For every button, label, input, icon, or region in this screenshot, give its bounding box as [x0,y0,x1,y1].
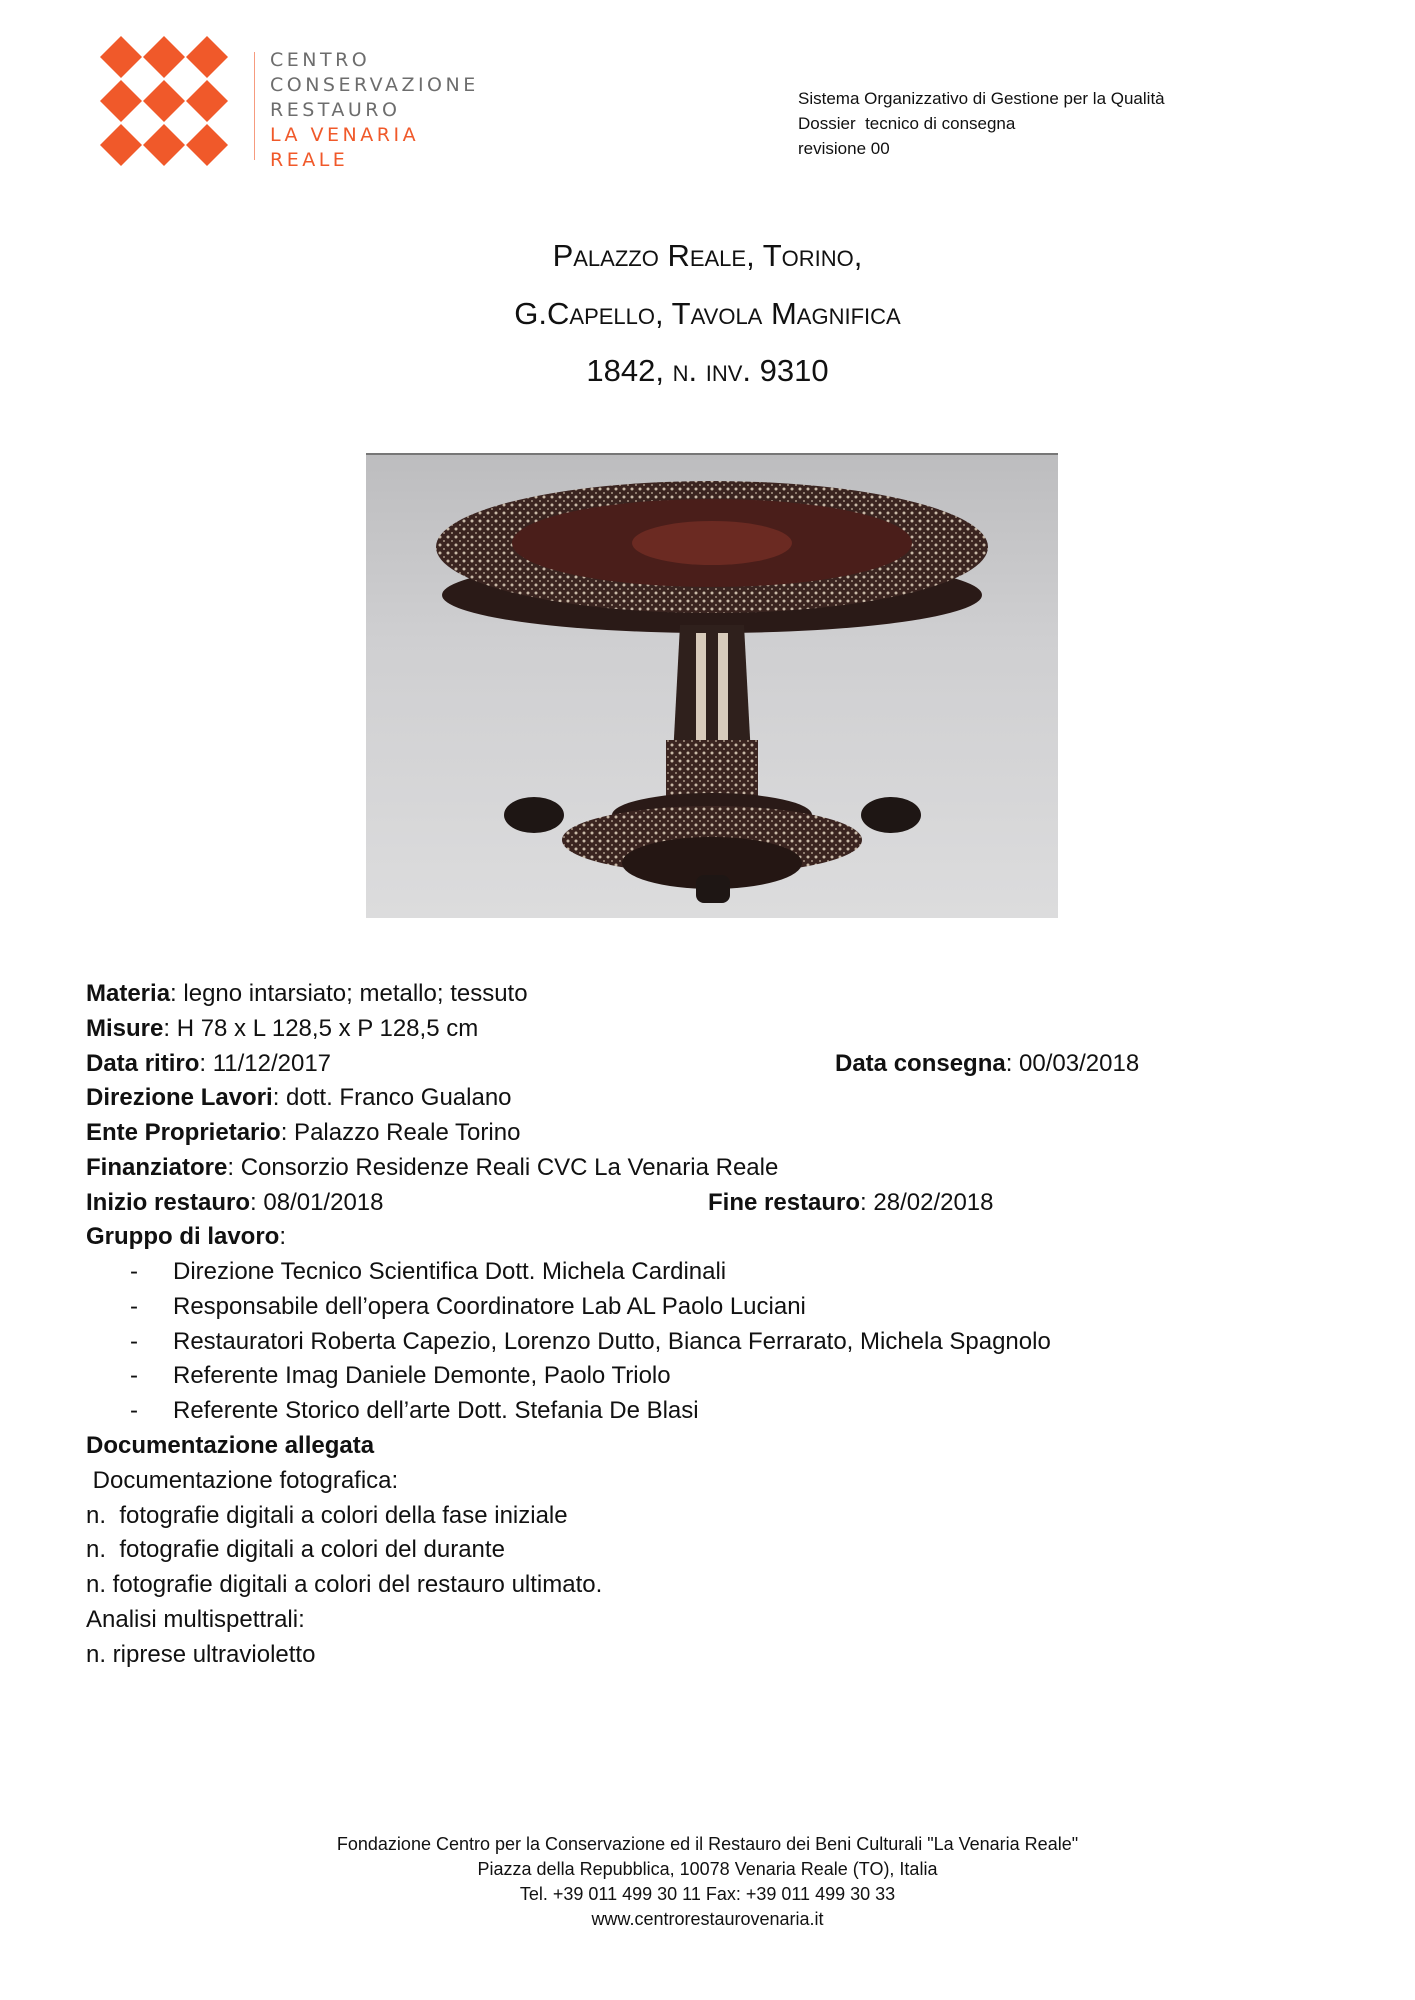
field-value: : H 78 x L 128,5 x P 128,5 cm [163,1015,479,1042]
footer-website[interactable]: www.centrorestaurovenaria.it [591,1909,824,1929]
artwork-photo [366,453,1058,918]
field-label: Finanziatore [86,1154,228,1181]
field-inizio-restauro [86,1189,383,1217]
documentation-line: n. fotografie digitali a colori del restauro ultimato. [86,1571,603,1598]
logo [100,36,500,171]
documentation-line: n. fotografie digitali a colori della fase iniziale [86,1502,568,1529]
footer-phone: Tel. +39 011 499 30 11 Fax: +39 011 499 30 33 [519,1884,896,1904]
field-label: Gruppo di lavoro [86,1223,280,1250]
logo-line: RESTAURO [270,99,401,121]
field-materia [86,980,528,1008]
field-direzione-lavori [86,1084,512,1112]
field-misure [86,1015,478,1043]
header-dossier: Dossier tecnico di consegna [798,114,1016,133]
bullet-dash: - [130,1293,138,1320]
field-label: Inizio restauro [86,1189,251,1216]
title-line-2: G.Capello, Tavola Magnifica [514,296,901,331]
field-value: : 11/12/2017 [199,1050,332,1077]
title-line-3: 1842, n. inv. 9310 [586,353,829,388]
footer-address: Piazza della Repubblica, 10078 Venaria Reale (TO), Italia [477,1859,938,1879]
field-value: : legno intarsiato; metallo; tessuto [170,980,528,1007]
field-label: Fine restauro [708,1189,861,1216]
field-label: Ente Proprietario [86,1119,281,1146]
field-fine-restauro [708,1189,994,1217]
team-item: Responsabile dell’opera Coordinatore Lab AL Paolo Luciani [173,1293,806,1320]
field-label: Misure [86,1015,164,1042]
field-data-consegna [835,1050,1139,1078]
team-item: Restauratori Roberta Capezio, Lorenzo Dutto, Bianca Ferrarato, Michela Spagnolo [173,1328,1051,1355]
documentation-heading: Documentazione allegata [86,1432,375,1459]
field-value: : 08/01/2018 [250,1189,384,1216]
bullet-dash: - [130,1328,138,1355]
documentation-line: Documentazione fotografica: [86,1467,399,1494]
team-item: Referente Storico dell’arte Dott. Stefania De Blasi [173,1397,699,1424]
document-header [798,86,1165,161]
field-label: Materia [86,980,171,1007]
field-label: Data consegna [835,1050,1006,1077]
field-value: : 00/03/2018 [1005,1050,1140,1077]
documentation-line: n. fotografie digitali a colori del durante [86,1536,505,1563]
team-item: Direzione Tecnico Scientifica Dott. Michela Cardinali [173,1258,727,1285]
logo-line: CONSERVAZIONE [270,74,479,96]
logo-line: CENTRO [270,49,371,71]
field-data-ritiro [86,1050,331,1078]
field-value: : dott. Franco Gualano [272,1084,512,1111]
field-value: : [279,1223,287,1250]
documentation-line: n. riprese ultravioletto [86,1641,316,1668]
header-revision: revisione 00 [798,139,890,158]
bullet-dash: - [130,1258,138,1285]
logo-divider [254,52,255,160]
logo-line: LA VENARIA REALE [270,124,420,171]
field-finanziatore [86,1154,778,1182]
header-system: Sistema Organizzativo di Gestione per la Qualità [798,89,1165,108]
field-label: Data ritiro [86,1050,200,1077]
bullet-dash: - [130,1397,138,1424]
table-illustration [366,455,1058,918]
team-item: Referente Imag Daniele Demonte, Paolo Triolo [173,1362,671,1389]
field-label: Direzione Lavori [86,1084,273,1111]
documentation-line: Analisi multispettrali: [86,1606,305,1633]
field-value: : Consorzio Residenze Reali CVC La Venaria Reale [227,1154,779,1181]
field-value: : 28/02/2018 [860,1189,994,1216]
title-line-1: Palazzo Reale, Torino, [552,238,863,273]
logo-diamonds-icon [100,36,230,166]
field-gruppo [86,1223,286,1251]
page-footer [0,1832,1415,1932]
bullet-dash: - [130,1362,138,1389]
field-ente-proprietario [86,1119,520,1147]
footer-foundation: Fondazione Centro per la Conservazione ed il Restauro dei Beni Culturali "La Venaria Reale" [336,1834,1079,1854]
field-value: : Palazzo Reale Torino [280,1119,521,1146]
